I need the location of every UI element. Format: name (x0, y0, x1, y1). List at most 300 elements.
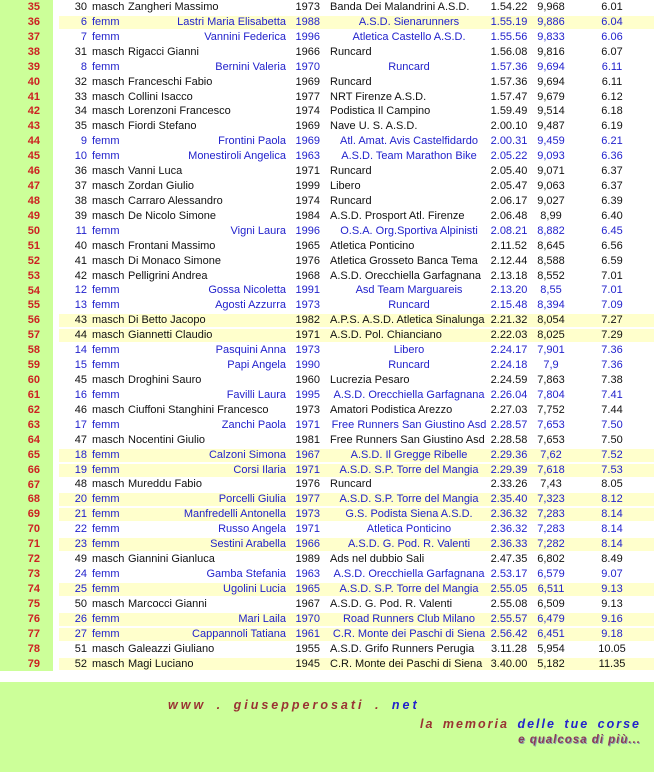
runner-name-cell: Agosti Azzurra (215, 299, 286, 312)
row-body (59, 45, 654, 60)
pace-cell: 9.07 (601, 568, 623, 580)
category-position-cell: 51 (74, 642, 87, 655)
row-body (59, 597, 654, 612)
points-cell: 7,901 (537, 344, 565, 357)
category-position-cell: 43 (74, 314, 87, 327)
result-row (0, 627, 654, 642)
position-cell: 50 (0, 224, 53, 239)
birth-year-cell: 1981 (295, 433, 320, 446)
finish-time-cell: 2.21.32 (490, 314, 528, 327)
finish-time-cell: 2.28.58 (490, 433, 528, 446)
pace-cell: 7.29 (601, 329, 623, 342)
gender-cell: masch (92, 105, 125, 118)
points-cell: 9,071 (537, 165, 565, 178)
birth-year-cell: 1971 (295, 463, 320, 476)
runner-name-cell: Carraro Alessandro (128, 194, 223, 207)
pace-cell: 10.05 (598, 642, 626, 655)
runner-name-cell: Nocentini Giulio (128, 433, 206, 446)
row-body (59, 537, 654, 552)
birth-year-cell: 1971 (295, 523, 320, 536)
row-body (59, 119, 654, 134)
category-position-cell: 11 (75, 224, 87, 237)
points-cell: 6,579 (537, 568, 565, 580)
position-cell: 47 (0, 179, 53, 194)
points-cell: 6,509 (537, 597, 565, 610)
pace-cell: 7.09 (601, 299, 623, 312)
birth-year-cell: 1965 (295, 582, 320, 595)
row-body (59, 433, 654, 448)
position-cell: 49 (0, 209, 53, 224)
pace-cell: 6.11 (601, 75, 623, 88)
finish-time-cell: 2.55.05 (490, 582, 528, 595)
team-cell: G.S. Podista Siena A.S.D. (345, 508, 473, 521)
row-body (59, 209, 654, 224)
runner-name-cell: Monestiroli Angelica (188, 150, 286, 163)
points-cell: 7,653 (537, 418, 565, 431)
team-cell: Atletica Ponticino (366, 523, 452, 536)
pace-cell: 6.59 (601, 254, 623, 267)
pace-cell: 6.56 (601, 239, 623, 252)
position-cell: 61 (0, 388, 53, 403)
gender-cell: femm (92, 344, 120, 357)
runner-name-cell: Mari Laila (238, 612, 286, 625)
points-cell: 9,027 (537, 194, 565, 207)
points-cell: 6,511 (537, 582, 565, 595)
category-position-cell: 42 (74, 269, 87, 282)
position-cell: 40 (0, 75, 53, 90)
gender-cell: femm (92, 582, 120, 595)
finish-time-cell: 1.54.22 (490, 0, 528, 13)
row-body (59, 388, 654, 403)
finish-time-cell: 1.55.19 (490, 15, 528, 28)
row-body (59, 224, 654, 239)
category-position-cell: 36 (74, 165, 87, 178)
birth-year-cell: 1971 (295, 165, 320, 178)
position-cell: 79 (0, 657, 53, 672)
birth-year-cell: 1967 (295, 448, 320, 461)
runner-name-cell: Lastri Maria Elisabetta (177, 15, 286, 28)
gender-cell: femm (92, 388, 120, 401)
category-position-cell: 23 (74, 538, 87, 551)
runner-name-cell: Papi Angela (227, 359, 286, 372)
finish-time-cell: 2.27.03 (490, 403, 528, 416)
points-cell: 8,645 (537, 239, 565, 252)
gender-cell: femm (92, 508, 120, 521)
category-position-cell: 25 (74, 582, 87, 595)
finish-time-cell: 2.24.59 (490, 374, 528, 387)
category-position-cell: 38 (74, 194, 87, 207)
points-cell: 8,99 (540, 209, 562, 222)
category-position-cell: 20 (74, 493, 87, 506)
category-position-cell: 6 (80, 15, 87, 28)
finish-time-cell: 2.00.10 (490, 120, 528, 133)
team-cell: NRT Firenze A.S.D. (330, 90, 427, 103)
birth-year-cell: 1969 (295, 120, 320, 133)
runner-name-cell: Marcocci Gianni (128, 597, 207, 610)
row-body (59, 492, 654, 507)
gender-cell: masch (92, 553, 125, 566)
birth-year-cell: 1966 (295, 45, 320, 58)
points-cell: 9,968 (537, 0, 565, 13)
birth-year-cell: 1970 (295, 612, 320, 625)
gender-cell: masch (92, 120, 125, 133)
category-position-cell: 16 (74, 388, 87, 401)
finish-time-cell: 2.35.40 (490, 493, 528, 506)
pace-cell: 9.18 (601, 627, 623, 640)
pace-cell: 7.36 (601, 344, 623, 357)
result-row (0, 328, 654, 343)
runner-name-cell: Rigacci Gianni (128, 45, 199, 58)
team-cell: Runcard (330, 45, 372, 58)
birth-year-cell: 1966 (295, 538, 320, 551)
row-body (59, 284, 654, 299)
pace-cell: 7.50 (601, 433, 623, 446)
category-position-cell: 37 (74, 180, 87, 193)
pace-cell: 6.39 (601, 194, 623, 207)
category-position-cell: 44 (74, 329, 87, 342)
points-cell: 5,182 (537, 657, 565, 670)
team-cell: Libero (393, 344, 425, 357)
result-row (0, 119, 654, 134)
gender-cell: femm (92, 627, 120, 640)
position-cell: 65 (0, 448, 53, 463)
pace-cell: 7.01 (601, 284, 623, 297)
finish-time-cell: 2.15.48 (490, 299, 528, 312)
runner-name-cell: Fiordi Stefano (128, 120, 197, 133)
result-row (0, 522, 654, 537)
pace-cell: 7.50 (601, 418, 623, 431)
position-cell: 36 (0, 15, 53, 30)
runner-name-cell: Franceschi Fabio (128, 75, 213, 88)
runner-name-cell: Droghini Sauro (128, 374, 202, 387)
category-position-cell: 45 (74, 374, 87, 387)
finish-time-cell: 2.55.08 (490, 597, 528, 610)
points-cell: 7,618 (537, 463, 565, 476)
result-row (0, 358, 654, 373)
category-position-cell: 15 (74, 359, 87, 372)
finish-time-cell: 3.40.00 (490, 657, 528, 670)
team-cell: A.P.S. A.S.D. Atletica Sinalunga (330, 314, 485, 327)
row-body (59, 403, 654, 418)
birth-year-cell: 1976 (295, 478, 320, 491)
gender-cell: masch (92, 194, 125, 207)
team-cell: Atletica Grosseto Banca Tema (330, 254, 478, 267)
finish-time-cell: 1.57.36 (490, 60, 528, 73)
pace-cell: 6.45 (601, 224, 623, 237)
position-cell: 75 (0, 597, 53, 612)
runner-name-cell: Di Betto Jacopo (128, 314, 206, 327)
runner-name-cell: Ugolini Lucia (223, 582, 286, 595)
gender-cell: femm (92, 30, 120, 43)
gender-cell: masch (92, 45, 125, 58)
gender-cell: femm (92, 150, 120, 163)
points-cell: 9,679 (537, 90, 565, 103)
pace-cell: 7.44 (601, 403, 623, 416)
team-cell: A.S.D. S.P. Torre del Mangia (339, 463, 479, 476)
row-body (59, 522, 654, 537)
team-cell: Free Runners San Giustino Asd (331, 418, 487, 431)
category-position-cell: 27 (74, 627, 87, 640)
position-cell: 42 (0, 104, 53, 119)
points-cell: 9,694 (537, 60, 565, 73)
result-row (0, 45, 654, 60)
gender-cell: masch (92, 254, 125, 267)
runner-name-cell: Giannetti Claudio (128, 329, 213, 342)
pace-cell: 6.37 (601, 165, 623, 178)
row-body (59, 627, 654, 642)
category-position-cell: 21 (74, 508, 87, 521)
site-footer (0, 682, 654, 772)
position-cell: 60 (0, 373, 53, 388)
position-cell: 66 (0, 463, 53, 478)
points-cell: 7,283 (537, 523, 565, 536)
runner-name-cell: Zordan Giulio (128, 180, 195, 193)
points-cell: 9,694 (537, 75, 565, 88)
points-cell: 7,283 (537, 508, 565, 521)
finish-time-cell: 2.05.47 (490, 180, 528, 193)
birth-year-cell: 1996 (295, 30, 320, 43)
birth-year-cell: 1960 (295, 374, 320, 387)
gender-cell: femm (92, 224, 120, 237)
position-cell: 76 (0, 612, 53, 627)
position-cell: 70 (0, 522, 53, 537)
team-cell: O.S.A. Org.Sportiva Alpinisti (340, 224, 478, 237)
position-cell: 63 (0, 418, 53, 433)
team-cell: Runcard (330, 194, 372, 207)
points-cell: 8,025 (537, 329, 565, 342)
birth-year-cell: 1999 (295, 180, 320, 193)
points-cell: 7,282 (537, 538, 565, 551)
pace-cell: 6.01 (601, 0, 623, 13)
gender-cell: femm (92, 60, 120, 73)
finish-time-cell: 3.11.28 (491, 642, 527, 655)
points-cell: 7,323 (537, 493, 565, 506)
team-cell: Podistica Il Campino (330, 105, 431, 118)
row-body (59, 642, 654, 657)
finish-time-cell: 2.29.36 (490, 448, 528, 461)
finish-time-cell: 2.08.21 (490, 224, 528, 237)
runner-name-cell: Di Monaco Simone (128, 254, 221, 267)
category-position-cell: 7 (80, 30, 87, 43)
category-position-cell: 13 (74, 299, 87, 312)
pace-cell: 6.37 (601, 180, 623, 193)
row-body (59, 104, 654, 119)
birth-year-cell: 1945 (295, 657, 320, 670)
team-cell: A.S.D. Orecchiella Garfagnana (330, 269, 482, 282)
gender-cell: masch (92, 657, 125, 670)
runner-name-cell: Magi Luciano (128, 657, 194, 670)
position-cell: 46 (0, 164, 53, 179)
position-cell: 38 (0, 45, 53, 60)
category-position-cell: 17 (74, 418, 87, 431)
finish-time-cell: 2.56.42 (490, 627, 528, 640)
row-body (59, 567, 654, 582)
gender-cell: femm (92, 299, 120, 312)
team-cell: Runcard (388, 359, 430, 372)
points-cell: 7,43 (540, 478, 562, 491)
result-row (0, 463, 654, 478)
result-row (0, 612, 654, 627)
birth-year-cell: 1971 (295, 329, 320, 342)
result-row (0, 0, 654, 15)
birth-year-cell: 1977 (295, 90, 320, 103)
runner-name-cell: Zanchi Paola (221, 418, 286, 431)
points-cell: 9,459 (537, 135, 565, 148)
points-cell: 7,653 (537, 433, 565, 446)
finish-time-cell: 1.57.47 (490, 90, 528, 103)
row-body (59, 313, 654, 328)
row-body (59, 328, 654, 343)
gender-cell: masch (92, 75, 125, 88)
finish-time-cell: 2.24.17 (490, 344, 528, 357)
footer-spacer (0, 672, 654, 682)
row-body (59, 134, 654, 149)
pace-cell: 11.35 (598, 657, 626, 670)
finish-time-cell: 2.13.20 (490, 284, 528, 297)
team-cell: Road Runners Club Milano (342, 612, 476, 625)
position-cell: 56 (0, 313, 53, 328)
finish-time-cell: 2.24.18 (490, 359, 528, 372)
team-cell: A.S.D. Pol. Chianciano (330, 329, 442, 342)
category-position-cell: 26 (74, 612, 87, 625)
runner-name-cell: Gossa Nicoletta (208, 284, 286, 297)
team-cell: Runcard (388, 299, 430, 312)
birth-year-cell: 1984 (295, 209, 320, 222)
site-tagline (0, 717, 641, 731)
pace-cell: 6.21 (601, 135, 623, 148)
points-cell: 8,394 (537, 299, 565, 312)
team-cell: A.S.D. G. Pod. R. Valenti (330, 597, 453, 610)
runner-name-cell: Gamba Stefania (206, 568, 286, 580)
team-cell: Runcard (388, 60, 430, 73)
result-row (0, 567, 654, 582)
finish-time-cell: 2.33.26 (490, 478, 528, 491)
row-body (59, 194, 654, 209)
result-row (0, 478, 654, 493)
category-position-cell: 52 (74, 657, 87, 670)
site-url-main: www . giusepperosati . (168, 698, 382, 712)
birth-year-cell: 1974 (295, 105, 320, 118)
result-row (0, 433, 654, 448)
result-row (0, 60, 654, 75)
row-body (59, 507, 654, 522)
gender-cell: femm (92, 418, 120, 431)
birth-year-cell: 1968 (295, 269, 320, 282)
category-position-cell: 31 (74, 45, 87, 58)
result-row (0, 403, 654, 418)
result-row (0, 164, 654, 179)
team-cell: A.S.D. Team Marathon Bike (341, 150, 477, 163)
gender-cell: masch (92, 329, 125, 342)
runner-name-cell: Pelligrini Andrea (128, 269, 208, 282)
site-url (168, 698, 654, 712)
team-cell: A.S.D. S.P. Torre del Mangia (339, 582, 479, 595)
team-cell: A.S.D. S.P. Torre del Mangia (339, 493, 479, 506)
row-body (59, 254, 654, 269)
finish-time-cell: 2.05.40 (490, 165, 528, 178)
finish-time-cell: 2.53.17 (490, 568, 528, 580)
position-cell: 69 (0, 507, 53, 522)
birth-year-cell: 1973 (295, 0, 320, 13)
team-cell: A.S.D. Prosport Atl. Firenze (330, 209, 465, 222)
pace-cell: 7.41 (601, 388, 623, 401)
team-cell: Asd Team Marguareis (355, 284, 463, 297)
category-position-cell: 34 (74, 105, 87, 118)
category-position-cell: 41 (74, 254, 87, 267)
tagline-right: delle tue corse (517, 717, 641, 731)
result-row (0, 194, 654, 209)
category-position-cell: 14 (74, 344, 87, 357)
gender-cell: masch (92, 478, 125, 491)
finish-time-cell: 1.59.49 (490, 105, 528, 118)
birth-year-cell: 1973 (295, 344, 320, 357)
pace-cell: 6.04 (601, 15, 623, 28)
runner-name-cell: Russo Angela (218, 523, 286, 536)
result-row (0, 582, 654, 597)
finish-time-cell: 2.29.39 (490, 463, 528, 476)
result-row (0, 90, 654, 105)
result-row (0, 179, 654, 194)
runner-name-cell: Cappannoli Tatiana (192, 627, 286, 640)
team-cell: A.S.D. Sienarunners (358, 15, 460, 28)
team-cell: Free Runners San Giustino Asd (330, 433, 485, 446)
site-subline: e qualcosa di più... (518, 734, 641, 746)
gender-cell: masch (92, 0, 125, 13)
row-body (59, 552, 654, 567)
gender-cell: femm (92, 135, 120, 148)
position-cell: 58 (0, 343, 53, 358)
category-position-cell: 9 (80, 135, 87, 148)
position-cell: 48 (0, 194, 53, 209)
gender-cell: masch (92, 374, 125, 387)
birth-year-cell: 1973 (295, 403, 320, 416)
category-position-cell: 49 (74, 553, 87, 566)
points-cell: 8,552 (537, 269, 565, 282)
row-body (59, 15, 654, 30)
tagline-left: la memoria (419, 717, 518, 731)
category-position-cell: 47 (74, 433, 87, 446)
pace-cell: 8.14 (601, 538, 623, 551)
finish-time-cell: 2.28.57 (490, 418, 528, 431)
gender-cell: masch (92, 165, 125, 178)
gender-cell: femm (92, 359, 120, 372)
row-body (59, 75, 654, 90)
row-body (59, 269, 654, 284)
gender-cell: femm (92, 284, 120, 297)
position-cell: 64 (0, 433, 53, 448)
row-body (59, 448, 654, 463)
pace-cell: 8.12 (601, 493, 623, 506)
category-position-cell: 32 (74, 75, 87, 88)
finish-time-cell: 2.05.22 (490, 150, 528, 163)
pace-cell: 7.27 (601, 314, 623, 327)
points-cell: 9,093 (537, 150, 565, 163)
runner-name-cell: Bernini Valeria (215, 60, 286, 73)
team-cell: C.R. Monte dei Paschi di Siena (330, 657, 483, 670)
runner-name-cell: Vigni Laura (230, 224, 286, 237)
finish-time-cell: 2.55.57 (490, 612, 528, 625)
birth-year-cell: 1963 (295, 568, 320, 580)
category-position-cell: 48 (74, 478, 87, 491)
runner-name-cell: Pasquini Anna (215, 344, 286, 357)
result-row (0, 149, 654, 164)
result-row (0, 657, 654, 672)
result-row (0, 388, 654, 403)
site-url-tld: net (381, 698, 420, 712)
row-body (59, 149, 654, 164)
runner-name-cell: Mureddu Fabio (128, 478, 202, 491)
position-cell: 35 (0, 0, 53, 15)
